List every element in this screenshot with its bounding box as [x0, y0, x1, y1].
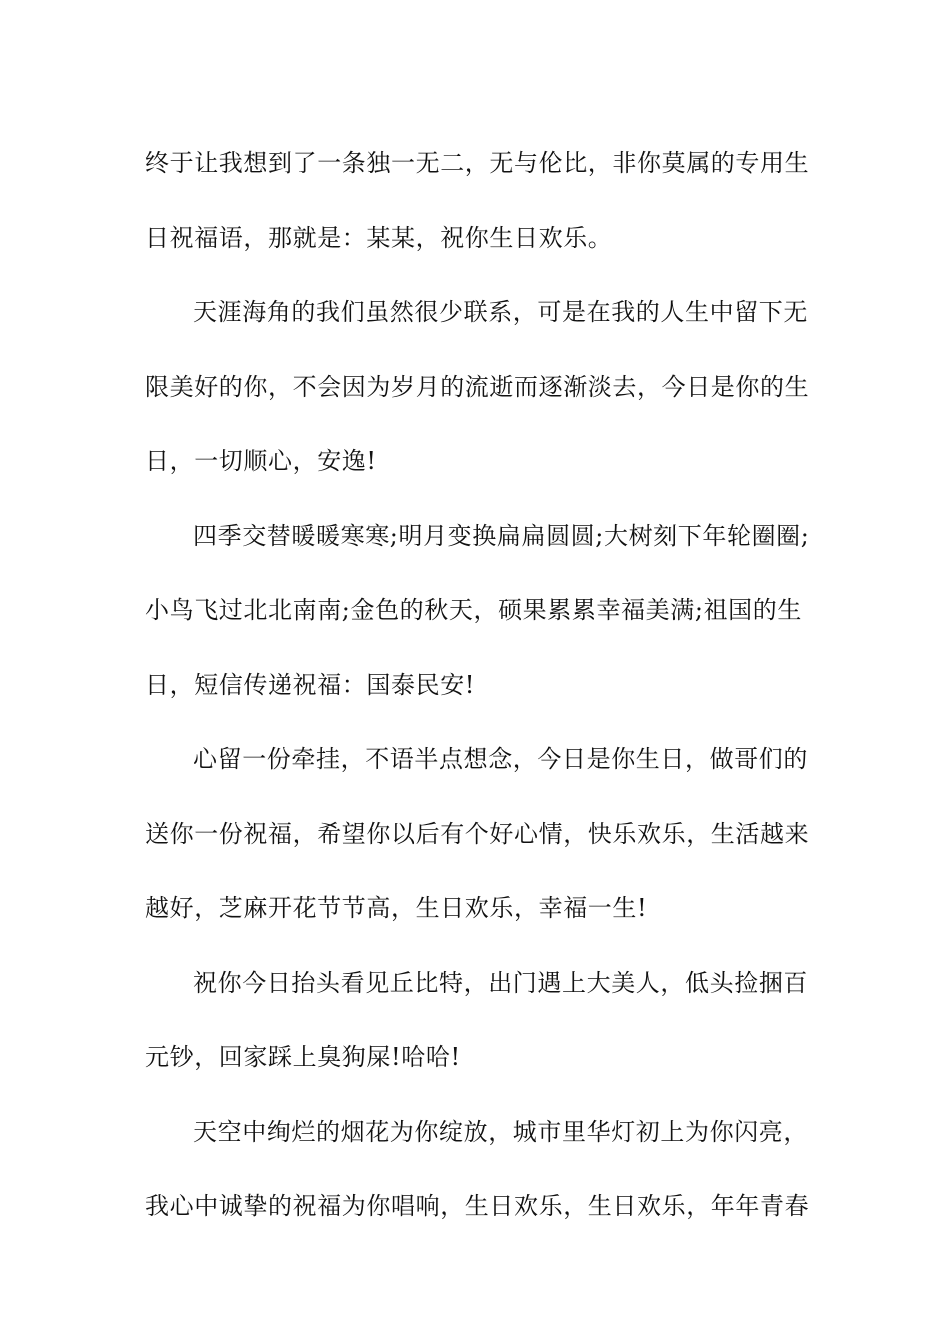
- paragraph-start-line: 天空中绚烂的烟花为你绽放，城市里华灯初上为你闪亮，: [193, 1117, 808, 1146]
- text-line: 送你一份祝福，希望你以后有个好心情，快乐欢乐，生活越来: [145, 819, 810, 848]
- text-line: 我心中诚挚的祝福为你唱响，生日欢乐，生日欢乐，年年青春: [145, 1192, 810, 1220]
- body-text: [145, 126, 810, 1244]
- text-line: 日，短信传递祝福：国泰民安!: [145, 670, 476, 699]
- text-line: 终于让我想到了一条独一无二，无与伦比，非你莫属的专用生: [145, 149, 810, 177]
- paragraph-start-line: 心留一份牵挂，不语半点想念，今日是你生日，做哥们的: [193, 745, 808, 773]
- text-line: 越好，芝麻开花节节高，生日欢乐，幸福一生!: [145, 894, 648, 922]
- paragraph-start-line: 天涯海角的我们虽然很少联系，可是在我的人生中留下无: [193, 298, 808, 326]
- text-line: 日，一切顺心，安逸!: [145, 447, 377, 475]
- text-line: 小鸟飞过北北南南;金色的秋天，硕果累累幸福美满;祖国的生: [145, 596, 802, 624]
- paragraph-start-line: 祝你今日抬头看见丘比特，出门遇上大美人，低头捡捆百: [193, 968, 808, 997]
- text-line: 限美好的你，不会因为岁月的流逝而逐渐淡去，今日是你的生: [145, 372, 810, 401]
- paragraph-start-line: 四季交替暖暖寒寒;明月变换扁扁圆圆;大树刻下年轮圈圈;: [193, 521, 810, 550]
- text-line: 元钞，回家踩上臭狗屎!哈哈!: [145, 1043, 461, 1071]
- text-line: 日祝福语，那就是：某某，祝你生日欢乐。: [145, 223, 613, 252]
